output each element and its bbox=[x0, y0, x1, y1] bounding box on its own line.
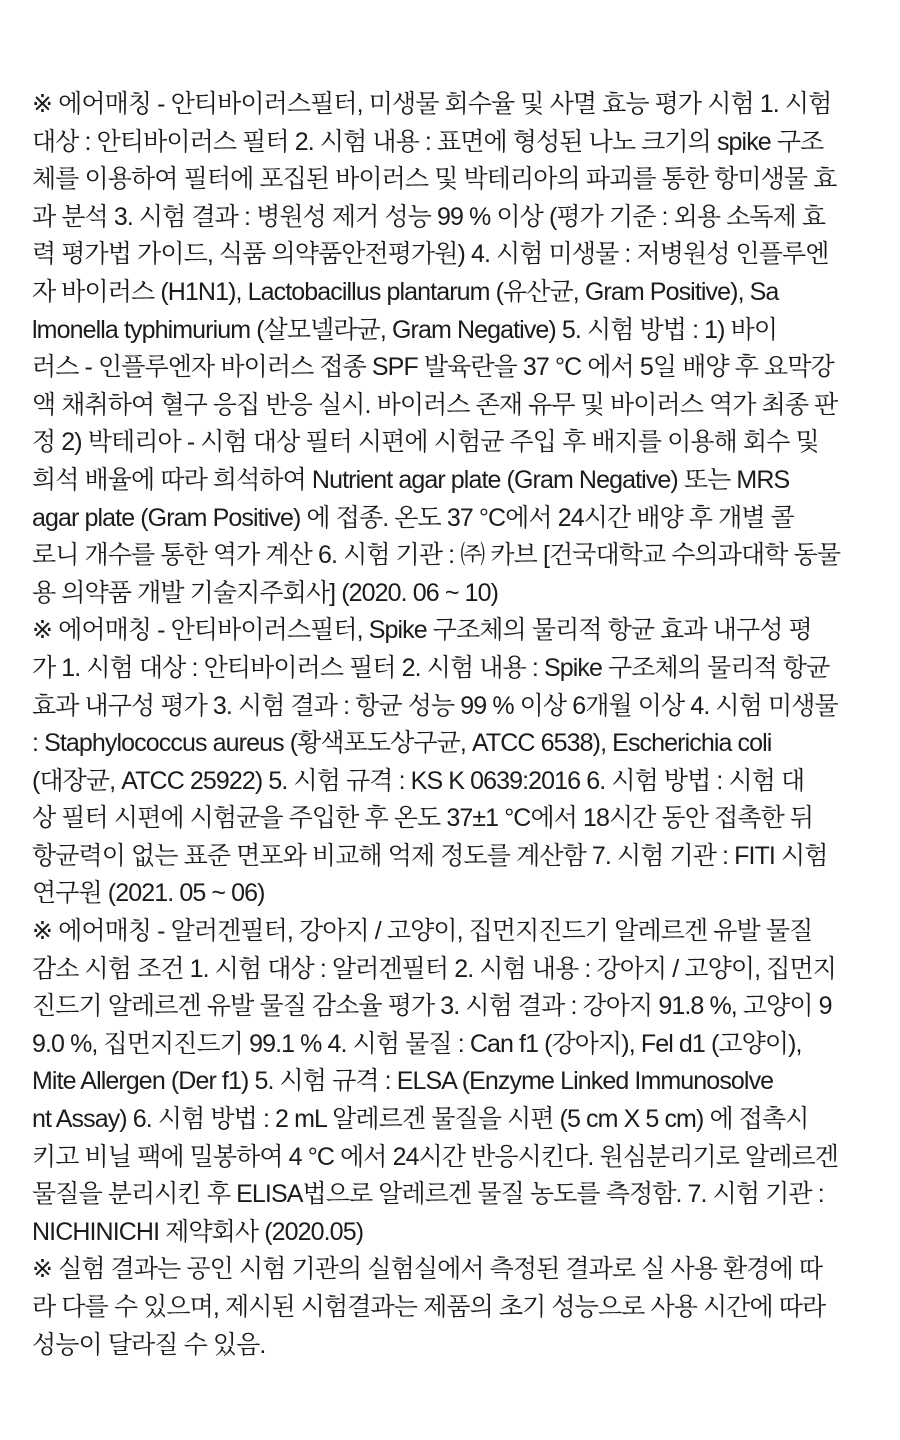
doc-line: 희석 배율에 따라 희석하여 Nutrient agar plate (Gram Negative) 또는 MRS bbox=[32, 465, 790, 494]
doc-line: 감소 시험 조건 1. 시험 대상 : 알러겐필터 2. 시험 내용 : 강아지 / 고양이, 집먼지 bbox=[32, 954, 836, 983]
doc-line: NICHINICHI 제약회사 (2020.05) bbox=[32, 1217, 364, 1246]
doc-line: 체를 이용하여 필터에 포집된 바이러스 및 박테리아의 파괴를 통한 항미생물 효 bbox=[32, 165, 837, 194]
doc-line-section3-title: ※ 에어매칭 - 알러겐필터, 강아지 / 고양이, 집먼지진드기 알레르겐 유발 물질 bbox=[32, 917, 813, 946]
doc-line: 력 평가법 가이드, 식품 의약품안전평가원) 4. 시험 미생물 : 저병원성 인플루엔 bbox=[32, 240, 829, 269]
doc-line: 물질을 분리시킨 후 ELISA법으로 알레르겐 물질 농도를 측정함. 7. 시험 기관 : bbox=[32, 1180, 824, 1209]
doc-line: 자 바이러스 (H1N1), Lactobacillus plantarum (유산균, Gram Positive), Sa bbox=[32, 277, 779, 306]
doc-line: 진드기 알레르겐 유발 물질 감소율 평가 3. 시험 결과 : 강아지 91.8 %, 고양이 9 bbox=[32, 992, 832, 1021]
doc-line: : Staphylococcus aureus (황색포도상구균, ATCC 6538), Escherichia coli bbox=[32, 729, 772, 758]
doc-line: 과 분석 3. 시험 결과 : 병원성 제거 성능 99 % 이상 (평가 기준 : 외용 소독제 효 bbox=[32, 202, 826, 231]
doc-line: 연구원 (2021. 05 ~ 06) bbox=[32, 879, 265, 908]
doc-line: 9.0 %, 집먼지진드기 99.1 % 4. 시험 물질 : Can f1 (강아지), Fel d1 (고양이), bbox=[32, 1029, 802, 1058]
doc-line: 성능이 달라질 수 있음. bbox=[32, 1330, 266, 1359]
doc-line: nt Assay) 6. 시험 방법 : 2 mL 알레르겐 물질을 시편 (5 cm X 5 cm) 에 접촉시 bbox=[32, 1105, 809, 1134]
doc-line: 정 2) 박테리아 - 시험 대상 필터 시편에 시험균 주입 후 배지를 이용해 회수 및 bbox=[32, 428, 819, 457]
doc-line: 러스 - 인플루엔자 바이러스 접종 SPF 발육란을 37 °C 에서 5일 배양 후 요막강 bbox=[32, 353, 834, 382]
doc-line-disclaimer: ※ 실험 결과는 공인 시험 기관의 실험실에서 측정된 결과로 실 사용 환경에 따 bbox=[32, 1255, 823, 1284]
doc-line: 효과 내구성 평가 3. 시험 결과 : 항균 성능 99 % 이상 6개월 이상 4. 시험 미생물 bbox=[32, 691, 838, 720]
doc-line: lmonella typhimurium (살모넬라균, Gram Negative) 5. 시험 방법 : 1) 바이 bbox=[32, 315, 778, 344]
doc-line-section1-title: ※ 에어매칭 - 안티바이러스필터, 미생물 회수율 및 사멸 효능 평가 시험 1. 시험 bbox=[32, 90, 832, 118]
doc-line: 액 채취하여 혈구 응집 반응 실시. 바이러스 존재 유무 및 바이러스 역가 최종 판 bbox=[32, 390, 838, 419]
doc-line: 가 1. 시험 대상 : 안티바이러스 필터 2. 시험 내용 : Spike 구조체의 물리적 항균 bbox=[32, 653, 830, 682]
doc-line: 대상 : 안티바이러스 필터 2. 시험 내용 : 표면에 형성된 나노 크기의 spike 구조 bbox=[32, 127, 824, 156]
doc-line: (대장균, ATCC 25922) 5. 시험 규격 : KS K 0639:2016 6. 시험 방법 : 시험 대 bbox=[32, 766, 805, 795]
doc-line: 로니 개수를 통한 역가 계산 6. 시험 기관 : ㈜ 카브 [건국대학교 수의과대학 동물 bbox=[32, 541, 841, 570]
doc-line: agar plate (Gram Positive) 에 접종. 온도 37 °C에서 24시간 배양 후 개별 콜 bbox=[32, 503, 794, 532]
doc-line: 상 필터 시편에 시험균을 주입한 후 온도 37±1 °C에서 18시간 동안 접촉한 뒤 bbox=[32, 804, 814, 833]
doc-line-section2-title: ※ 에어매칭 - 안티바이러스필터, Spike 구조체의 물리적 항균 효과 내구성 평 bbox=[32, 616, 812, 645]
test-results-document bbox=[32, 86, 872, 1364]
doc-line: 키고 비닐 팩에 밀봉하여 4 °C 에서 24시간 반응시킨다. 원심분리기로 알레르겐 bbox=[32, 1142, 839, 1171]
doc-line: Mite Allergen (Der f1) 5. 시험 규격 : ELSA (Enzyme Linked Immunosolve bbox=[32, 1067, 774, 1096]
doc-line: 라 다를 수 있으며, 제시된 시험결과는 제품의 초기 성능으로 사용 시간에 따라 bbox=[32, 1293, 826, 1321]
doc-line: 항균력이 없는 표준 면포와 비교해 억제 정도를 계산함 7. 시험 기관 : FITI 시험 bbox=[32, 841, 828, 870]
doc-line: 용 의약품 개발 기술지주회사] (2020. 06 ~ 10) bbox=[32, 578, 498, 607]
